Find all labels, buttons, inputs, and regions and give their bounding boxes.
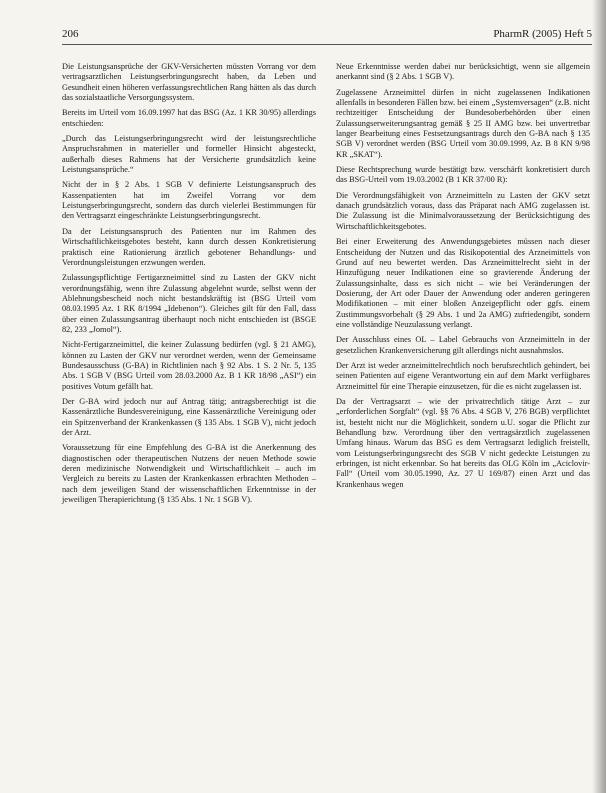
paragraph: Zulassungspflichtige Fertigarzneimittel sind zu Lasten der GKV nicht verordnungsfähig, wenn ihre Zulassung abgelehnt wurde, selbst wenn der Ablehnungsbescheid noch nicht bestandskräftig ist (BSG Urteil vom 08.03.1995 Az. 1 RK 8/1994 „Idebenon“). Gleiches gilt für den Fall, dass über einen Zulassungsantrag überhaupt noch nicht entschieden ist (BSGE 82, 233 „Jomol“). bbox=[62, 273, 316, 334]
paragraph: Bei einer Erweiterung des Anwendungsgebietes müssen nach dieser Entscheidung der Nutzen und das Risikopotential des Arzneimittels von Grund auf neu bewertet werden. Das Arzneimittelrecht sieht in der Hinzufügung neuer Indikationen eine so gravierende Änderung der Zulassungsinhalte, dass es sich nicht – wie bei Veränderungen der Dosierung, der Art oder Dauer der Anwendung oder anderen geringeren Modifikationen – mit einer bloßen Anzeigepflicht oder ggfs. einem Zustimmungsvorbehalt (§ 29 Abs. 1 und 2a AMG) zufriedengibt, sondern eine vollständige Neuzulassung verlangt. bbox=[336, 237, 590, 329]
paragraph: Neue Erkenntnisse werden dabei nur berücksichtigt, wenn sie allgemein anerkannt sind (§ 2 Abs. 1 SGB V). bbox=[336, 62, 590, 82]
paragraph: Der G-BA wird jedoch nur auf Antrag tätig; antragsberechtigt ist die Kassenärztliche Bundesvereinigung, eine Kassenärztliche Vereinigung oder ein Spitzenverband der Krankenkassen (§ 135 Abs. 1 SGB V), nicht jedoch der Arzt. bbox=[62, 396, 316, 437]
paragraph: Die Verordnungsfähigkeit von Arzneimitteln zu Lasten der GKV setzt danach grundsätzlich voraus, dass das Präparat nach AMG zugelassen ist. Die Zulassung ist die Minimalvoraussetzung der Berücksichtigung des Wirtschaftlichkeitsgebotes. bbox=[336, 190, 590, 231]
left-column bbox=[62, 62, 316, 510]
paragraph: Da der Leistungsanspruch des Patienten nur im Rahmen des Wirtschaftlichkeitsgebotes besteht, kann durch dessen Konkretisierung praktisch eine Rationierung ärztlich gebotener Behandlungs- und Verordnungsleistungen erzwungen werden. bbox=[62, 226, 316, 267]
paragraph: Nicht der in § 2 Abs. 1 SGB V definierte Leistungsanspruch des Kassenpatienten hat im Zweifel Vorrang vor dem Leistungserbringungsrecht, sondern das durch vielerlei Bestimmungen für den Vertragsarzt eingeschränkte Leistungserbringungsrecht. bbox=[62, 180, 316, 221]
paragraph: Da der Vertragsarzt – wie der privatrechtlich tätige Arzt – zur „erforderlichen Sorgfalt“ (vgl. §§ 76 Abs. 4 SGB V, 276 BGB) verpflichtet ist, besteht nicht nur die Möglichkeit, sondern u.U. sogar die Pflicht zur Behandlung bzw. Verordnung über den vertragsärztlich zugelassenen Umfang hinaus. Warum das BSG es dem Vertragsarzt lediglich freistellt, vom Leistungserbringungsrecht des SGB V nicht gedeckte Leistungen zu erbringen, ist nicht erkennbar. So hat bereits das OLG Köln im „Aciclovir-Fall“ (Urteil vom 30.05.1990, Az. 27 U 169/87) einen Arzt und das Krankenhaus wegen bbox=[336, 396, 590, 489]
page-header bbox=[62, 26, 592, 45]
paragraph: Nicht-Fertigarzneimittel, die keiner Zulassung bedürfen (vgl. § 21 AMG), können zu Lasten der GKV nur verordnet werden, wenn der Gemeinsame Bundesausschuss (G-BA) in Richtlinien nach § 92 Abs. 1 S. 2 Nr. 5, 135 Abs. 1 SGB V (BSG Urteil vom 28.03.2000 Az. B 1 KR 18/98 „ASI“) ein positives Votum gefällt hat. bbox=[62, 340, 316, 391]
paragraph: Der Ausschluss eines OL – Label Gebrauchs von Arzneimitteln in der gesetzlichen Krankenversicherung gilt allerdings nicht ausnahmslos. bbox=[336, 335, 590, 355]
scan-edge-shadow bbox=[592, 0, 606, 793]
paragraph: Die Leistungsansprüche der GKV-Versicherten müssten Vorrang vor dem vertragsarztlichen Leistungserbringungsrecht haben, da Leben und Gesundheit einen höheren verfassungsrechtlichen Rang hätten als das durch das sozialstaatliche Versorgungssystem. bbox=[62, 62, 316, 103]
right-column bbox=[336, 62, 590, 495]
paragraph: Voraussetzung für eine Empfehlung des G-BA ist die Anerkennung des diagnostischen oder therapeutischen Nutzens der neuen Methode sowie deren medizinische Notwendigkeit und Wirtschaftlichkeit – auch im Vergleich zu bereits zu Lasten der Krankenkassen erbrachten Methoden – nach dem jeweiligen Stand der wissenschaftlichen Erkenntnisse in der jeweiligen Therapierichtung (§ 135 Abs. 1 Nr. 1 SGB V). bbox=[62, 443, 316, 505]
paragraph: Der Arzt ist weder arzneimittelrechtlich noch berufsrechtlich gehindert, bei seinen Patienten auf eigene Verantwortung ein auf dem Markt verfügbares Arzneimittel für eine Therapie einzusetzen, für die es nicht zugelassen ist. bbox=[336, 360, 590, 391]
quote-paragraph: „Durch das Leistungserbringungsrecht wird der leistungsrechtliche Anspruchsrahmen in materieller und formeller Hinsicht abgesteckt, außerhalb dieses Rahmens hat der Versicherte grundsätzlich keine Leistungsansprüche.“ bbox=[62, 134, 316, 175]
paragraph: Zugelassene Arzneimittel dürfen in nicht zugelassenen Indikationen allenfalls in besonderen Fällen bzw. bei einem „Systemversagen“ (z.B. nicht rechtzeitiger Entscheidung der Bundesoberbehörden über einen Zulassungserweiterungsantrag gemäß § 25 II AMG bzw. bei unvertretbar langer Bearbeitung eines Festsetzungsantrags durch den G-BA nach § 135 SGB V) verordnet werden (BSG Urteil vom 30.09.1999, Az. B 8 KN 9/98 KR „SKAT“). bbox=[336, 87, 590, 159]
page-number: 206 bbox=[62, 28, 79, 40]
paragraph: Diese Rechtsprechung wurde bestätigt bzw. verschärft konkretisiert durch das BSG-Urteil vom 19.03.2002 (B 1 KR 37/00 R): bbox=[336, 165, 590, 185]
journal-name: PharmR (2005) Heft 5 bbox=[493, 28, 592, 40]
paragraph: Bereits im Urteil vom 16.09.1997 hat das BSG (Az. 1 KR 30/95) allerdings entschieden: bbox=[62, 108, 316, 128]
